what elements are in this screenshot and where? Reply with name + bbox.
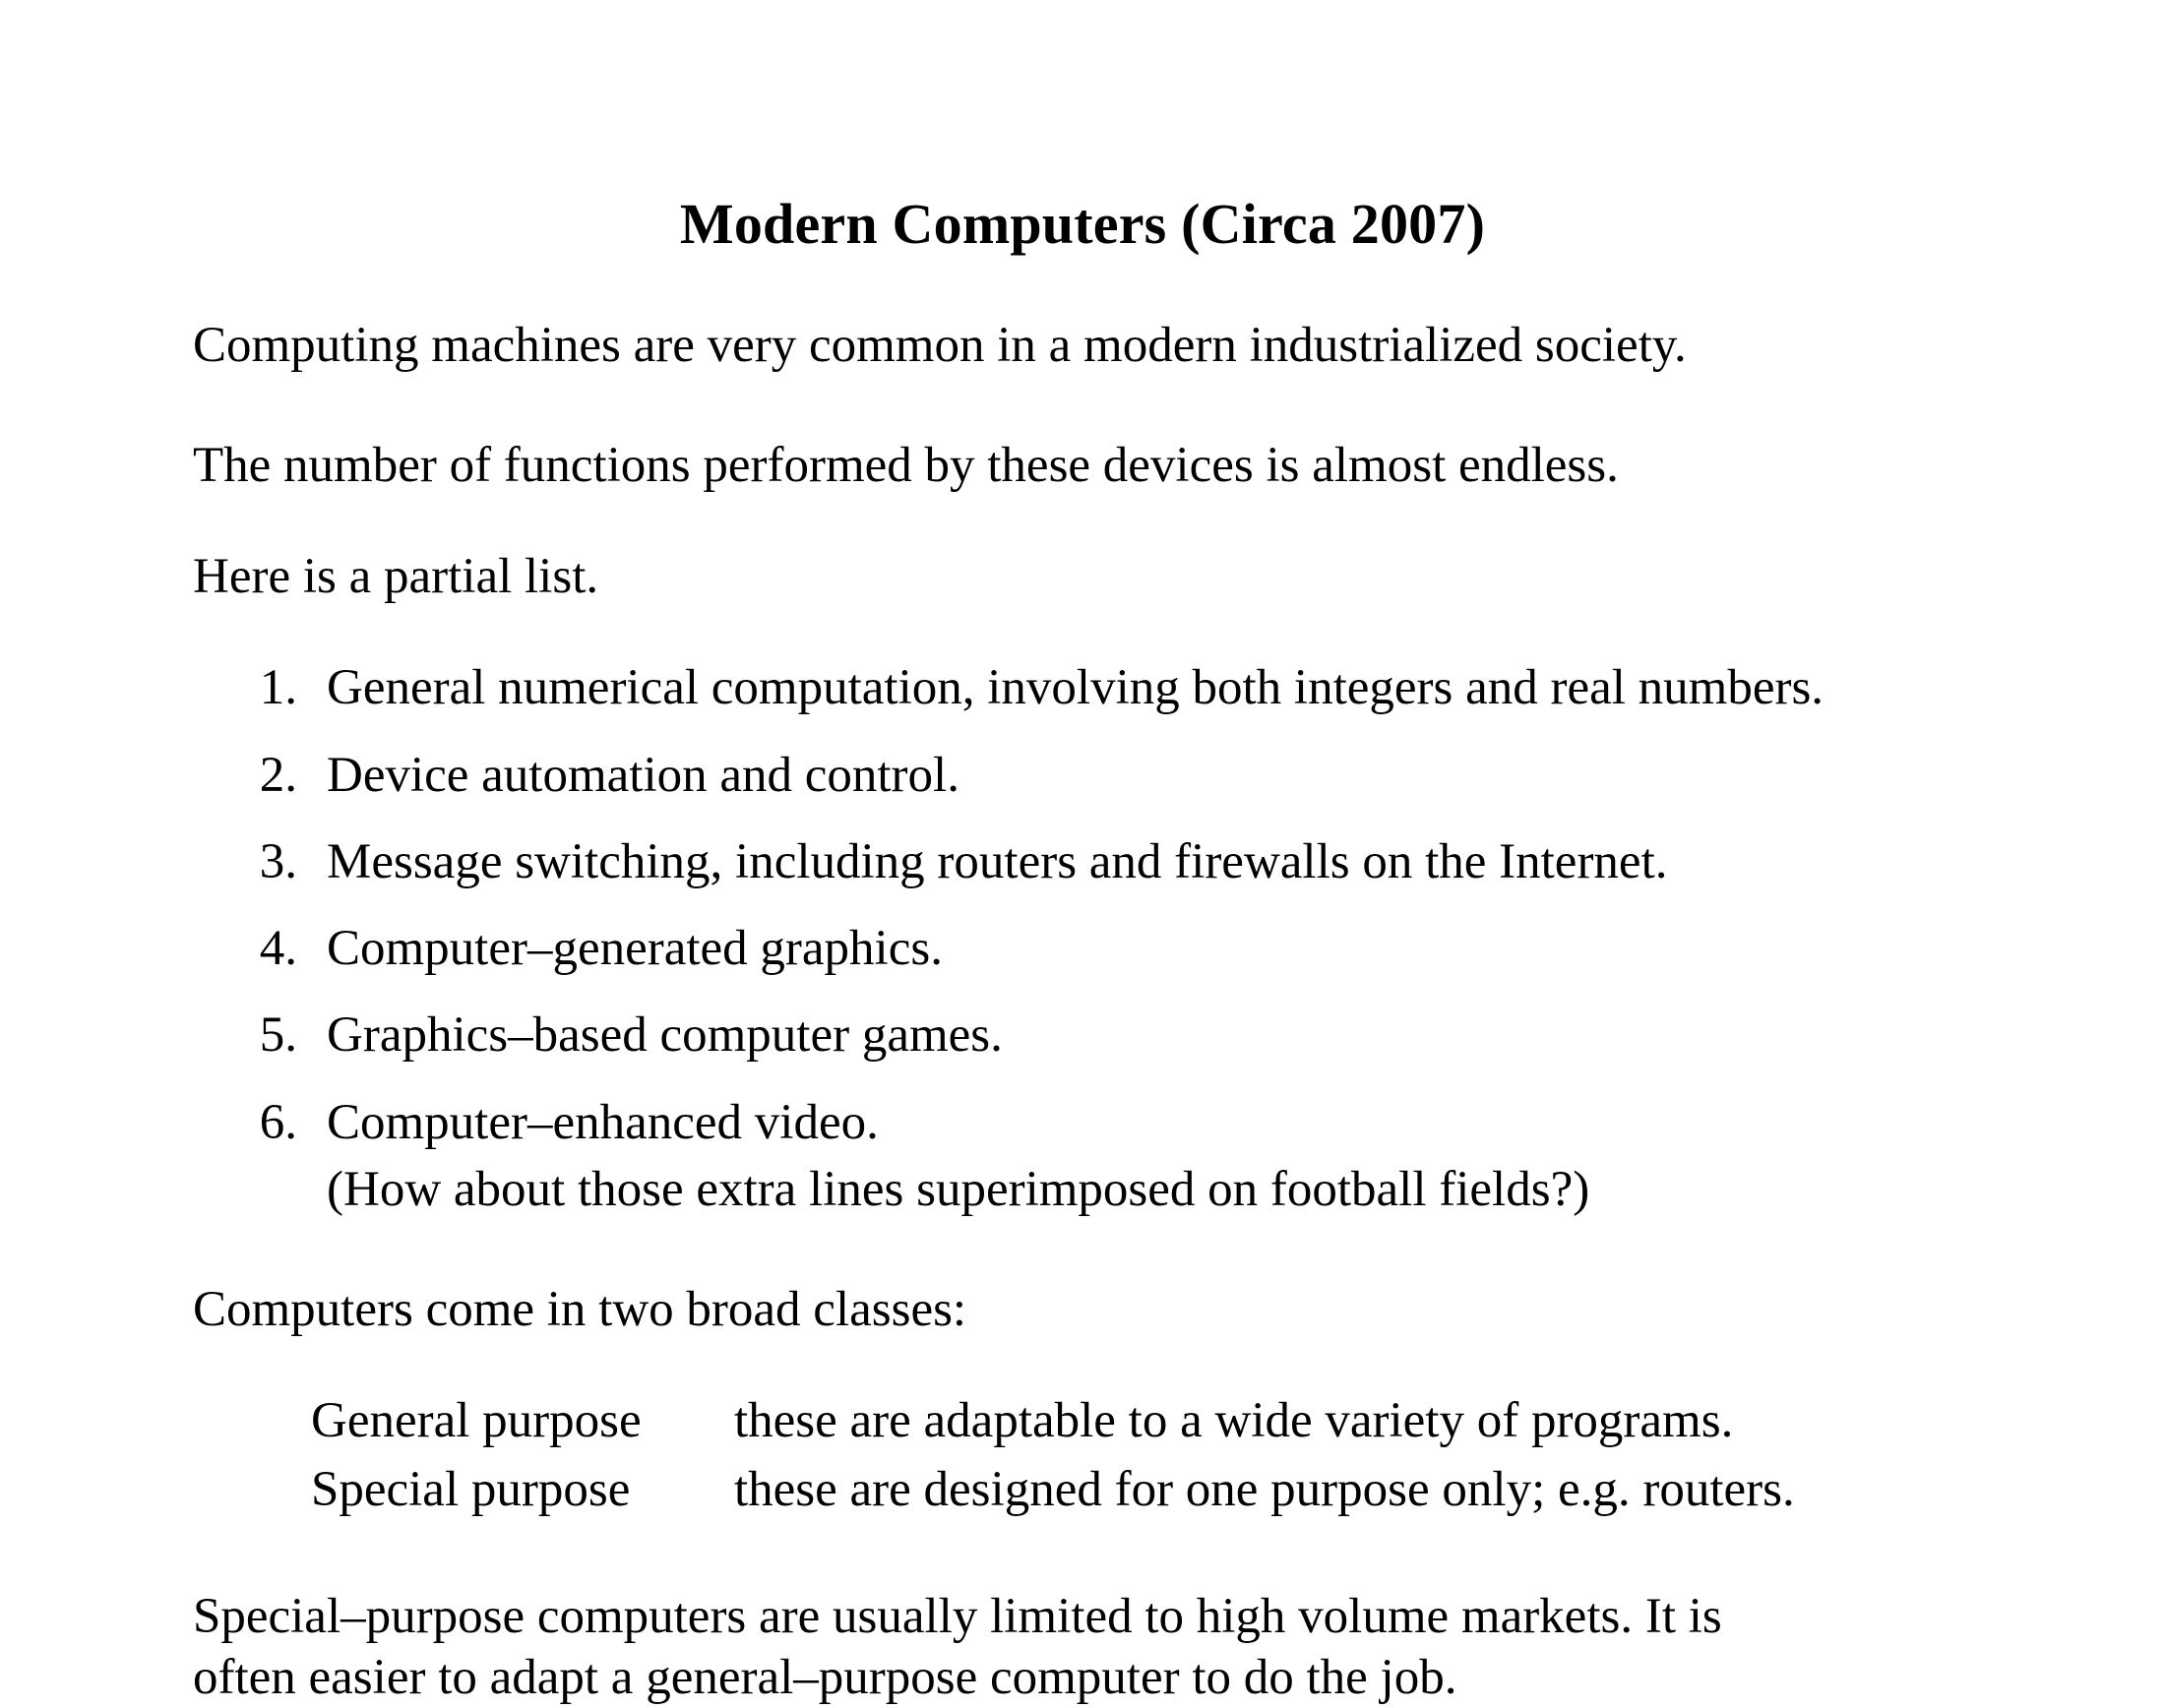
- class-description: these are designed for one purpose only; e.g. routers.: [734, 1462, 1795, 1518]
- list-item-number: 3.: [259, 833, 297, 889]
- closing-line-2: often easier to adapt a general–purpose computer to do the job.: [193, 1649, 1457, 1705]
- class-description: these are adaptable to a wide variety of programs.: [734, 1393, 1734, 1449]
- table-row: [311, 1390, 2027, 1451]
- list-item: [252, 1092, 2027, 1220]
- list-item-label: Message switching, including routers and firewalls on the Internet.: [327, 833, 1668, 889]
- list-item-label: Computer–enhanced video.: [327, 1094, 879, 1150]
- list-item-subnote: (How about those extra lines superimposed on football fields?): [327, 1161, 1590, 1217]
- list-item: [252, 918, 2027, 979]
- list-item-number: 4.: [259, 921, 297, 977]
- classes-lead: Computers come in two broad classes:: [193, 1281, 967, 1337]
- closing-line-1: Special–purpose computers are usually limited to high volume markets. It is: [193, 1588, 1722, 1644]
- closing-paragraph: [193, 1586, 2027, 1708]
- list-item-number: 5.: [259, 1007, 297, 1064]
- table-row: [311, 1459, 2027, 1520]
- functions-lead-line2: Here is a partial list.: [193, 549, 599, 605]
- list-item: [252, 745, 2027, 806]
- list-item-label: General numerical computation, involving both integers and real numbers.: [327, 660, 1825, 716]
- classes-table: [311, 1390, 2027, 1520]
- list-item-label: Device automation and control.: [327, 747, 959, 803]
- list-item-number: 6.: [259, 1094, 297, 1150]
- list-item: [252, 657, 2027, 718]
- functions-lead-line1: The number of functions performed by these devices is almost endless.: [193, 438, 1619, 494]
- list-item-number: 1.: [259, 660, 297, 716]
- page-title: Modern Computers (Circa 2007): [679, 192, 1486, 256]
- list-item: [252, 831, 2027, 892]
- list-item-label: Computer–generated graphics.: [327, 921, 943, 977]
- list-item-label-group: [327, 1092, 2027, 1220]
- list-item-number: 2.: [259, 747, 297, 803]
- list-item-label: Graphics–based computer games.: [327, 1007, 1003, 1064]
- class-name: Special purpose: [311, 1462, 631, 1518]
- slide-body: [193, 315, 2027, 1708]
- class-name: General purpose: [311, 1393, 642, 1449]
- list-item: [252, 1005, 2027, 1066]
- functions-list: [252, 657, 2027, 1220]
- intro-paragraph: Computing machines are very common in a modern industrialized society.: [193, 317, 1687, 373]
